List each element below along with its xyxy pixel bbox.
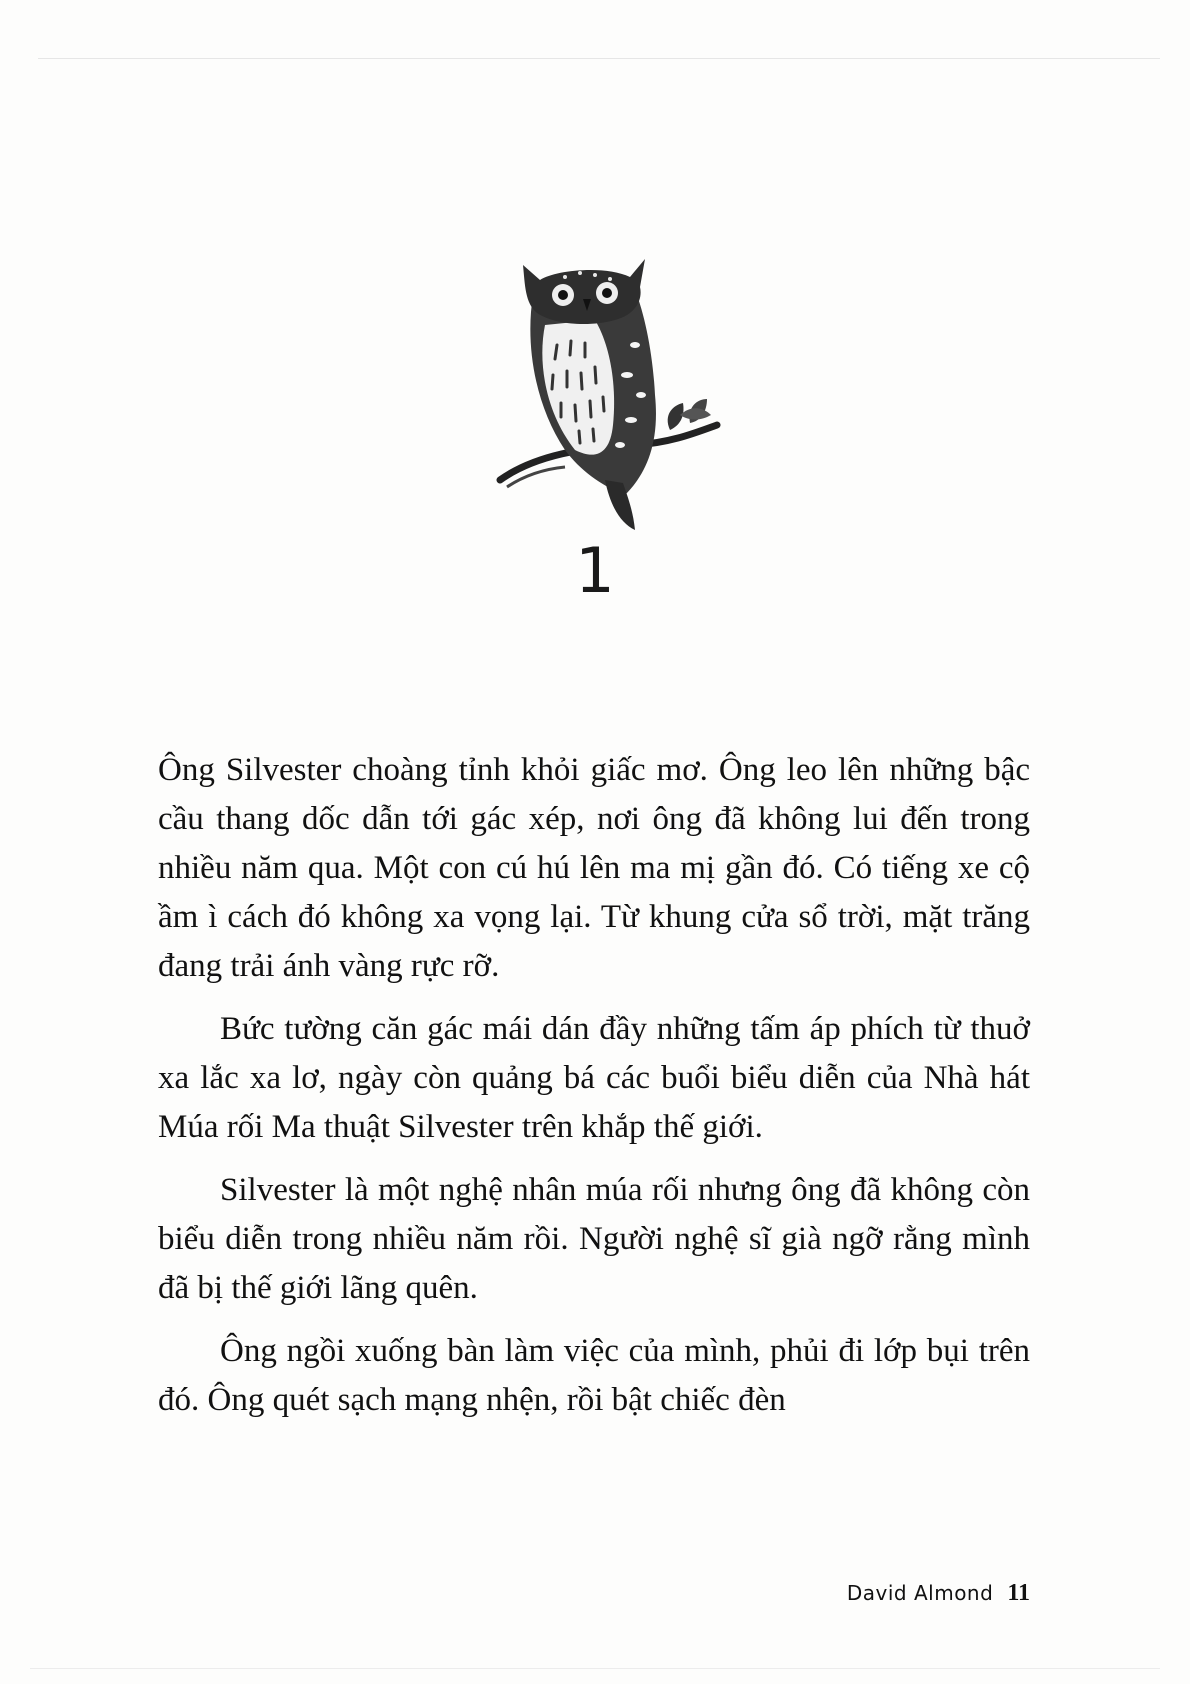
paragraph: Ông Silvester choàng tỉnh khỏi giấc mơ. Ông leo lên những bậc cầu thang dốc dẫn tới gác xép, nơi ông đã không lui đến trong nhiều năm qua. Một con cú hú lên ma mị gần đó. Có tiếng xe cộ ầm ì cách đó không xa vọng lại. Từ khung cửa sổ trời, mặt trăng đang trải ánh vàng rực rỡ. [158, 752, 1030, 984]
page-footer [847, 1580, 1030, 1607]
paragraph: Ông ngồi xuống bàn làm việc của mình, phủi đi lớp bụi trên đó. Ông quét sạch mạng nhện, rồi bật chiếc đèn [158, 1333, 1030, 1418]
paragraph: Bức tường căn gác mái dán đầy những tấm áp phích từ thuở xa lắc xa lơ, ngày còn quảng bá các buổi biểu diễn của Nhà hát Múa rối Ma thuật Silvester trên khắp thế giới. [158, 1011, 1030, 1145]
owl-on-branch-icon [495, 255, 725, 535]
page-edge-top [38, 58, 1160, 59]
footer-author: David Almond [846, 1581, 994, 1605]
page-edge-bottom [30, 1668, 1160, 1669]
chapter-body [158, 746, 1030, 1439]
chapter-number: 1 [575, 534, 615, 607]
paragraph: Silvester là một nghệ nhân múa rối nhưng ông đã không còn biểu diễn trong nhiều năm rồi. Người nghệ sĩ già ngỡ rằng mình đã bị thế giới lãng quên. [158, 1172, 1030, 1306]
page-number: 11 [1007, 1580, 1030, 1606]
